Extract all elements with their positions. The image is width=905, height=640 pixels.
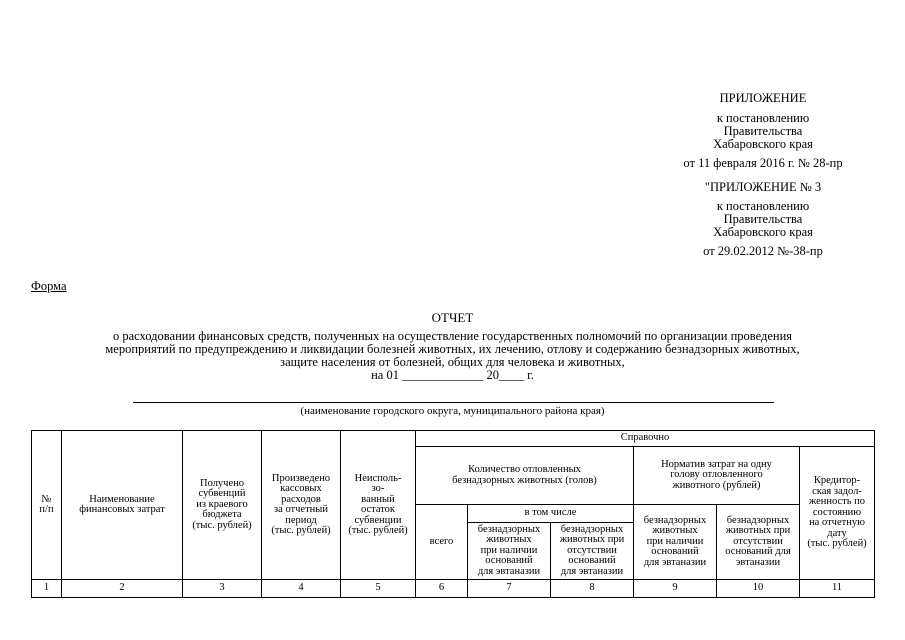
- col-number: 4: [262, 580, 341, 598]
- appendix-prev-title: "ПРИЛОЖЕНИЕ № 3: [704, 180, 822, 194]
- header-reference: Справочно: [416, 431, 875, 447]
- col-number: 8: [551, 580, 634, 598]
- header-name: Наименование финансовых затрат: [62, 431, 183, 580]
- header-received: Получено субвенций из краевого бюджета (тыс. рублей): [183, 431, 262, 580]
- col-number: 5: [341, 580, 416, 598]
- header-unused: Неисполь- зо- ванный остаток субвенции (тыс. рублей): [341, 431, 416, 580]
- report-date-line: на 01 _____________ 20____ г.: [371, 368, 534, 382]
- col-number: 9: [634, 580, 717, 598]
- header-total: всего: [416, 505, 468, 580]
- appendix-prev-line-2: Правительства: [723, 212, 803, 226]
- appendix-line-3: Хабаровского края: [713, 137, 813, 151]
- col-number: 3: [183, 580, 262, 598]
- header-spent: Произведено кассовых расходов за отчетный период (тыс. рублей): [262, 431, 341, 580]
- report-subtitle: [0, 330, 905, 382]
- header-with-grounds: безнадзорных животных при наличии оснований для эвтаназии: [468, 523, 551, 580]
- header-num: № п/п: [32, 431, 62, 580]
- appendix-title: ПРИЛОЖЕНИЕ: [719, 91, 807, 105]
- col-number: 10: [717, 580, 800, 598]
- header-credit: Кредитор- ская задол- женность по состоянию на отчетную дату (тыс. рублей): [800, 447, 875, 580]
- header-norm: Норматив затрат на одну голову отловленного животного (рублей): [634, 447, 800, 505]
- header-without-grounds: безнадзорных животных при отсутствии оснований для эвтаназии: [551, 523, 634, 580]
- appendix-line-2: Правительства: [723, 124, 803, 138]
- col-number: 2: [62, 580, 183, 598]
- report-title: ОТЧЕТ: [431, 310, 474, 325]
- appendix-line-1: к постановлению: [716, 111, 810, 125]
- appendix-prev-block: [668, 181, 858, 258]
- report-line-3: защите населения от болезней, общих для человека и животных,: [280, 355, 625, 369]
- appendix-date: от 11 февраля 2016 г. № 28-пр: [683, 156, 843, 170]
- appendix-prev-line-3: Хабаровского края: [713, 225, 813, 239]
- header-norm-without: безнадзорных животных при отсутствии оснований для эвтаназии: [717, 505, 800, 580]
- report-line-2: мероприятий по предупреждению и ликвидации болезней животных, их лечению, отлову и содержанию безнадзорных животных,: [105, 342, 800, 356]
- column-number-row: [32, 580, 875, 598]
- report-table: [31, 430, 875, 598]
- header-norm-with: безнадзорных животных при наличии оснований для эвтаназии: [634, 505, 717, 580]
- municipality-caption: (наименование городского округа, муниципального района края): [300, 405, 605, 417]
- form-label: Форма: [31, 279, 67, 293]
- col-number: 11: [800, 580, 875, 598]
- col-number: 7: [468, 580, 551, 598]
- municipality-line: [133, 402, 774, 403]
- report-line-1: о расходовании финансовых средств, полученных на осуществление государственных полномочий по организации проведения: [112, 329, 793, 343]
- col-number: 1: [32, 580, 62, 598]
- header-count: Количество отловленных безнадзорных животных (голов): [416, 447, 634, 505]
- header-including: в том числе: [468, 505, 634, 523]
- appendix-prev-date: от 29.02.2012 №-38-пр: [703, 244, 823, 258]
- appendix-block: [668, 92, 858, 170]
- col-number: 6: [416, 580, 468, 598]
- appendix-prev-line-1: к постановлению: [716, 199, 810, 213]
